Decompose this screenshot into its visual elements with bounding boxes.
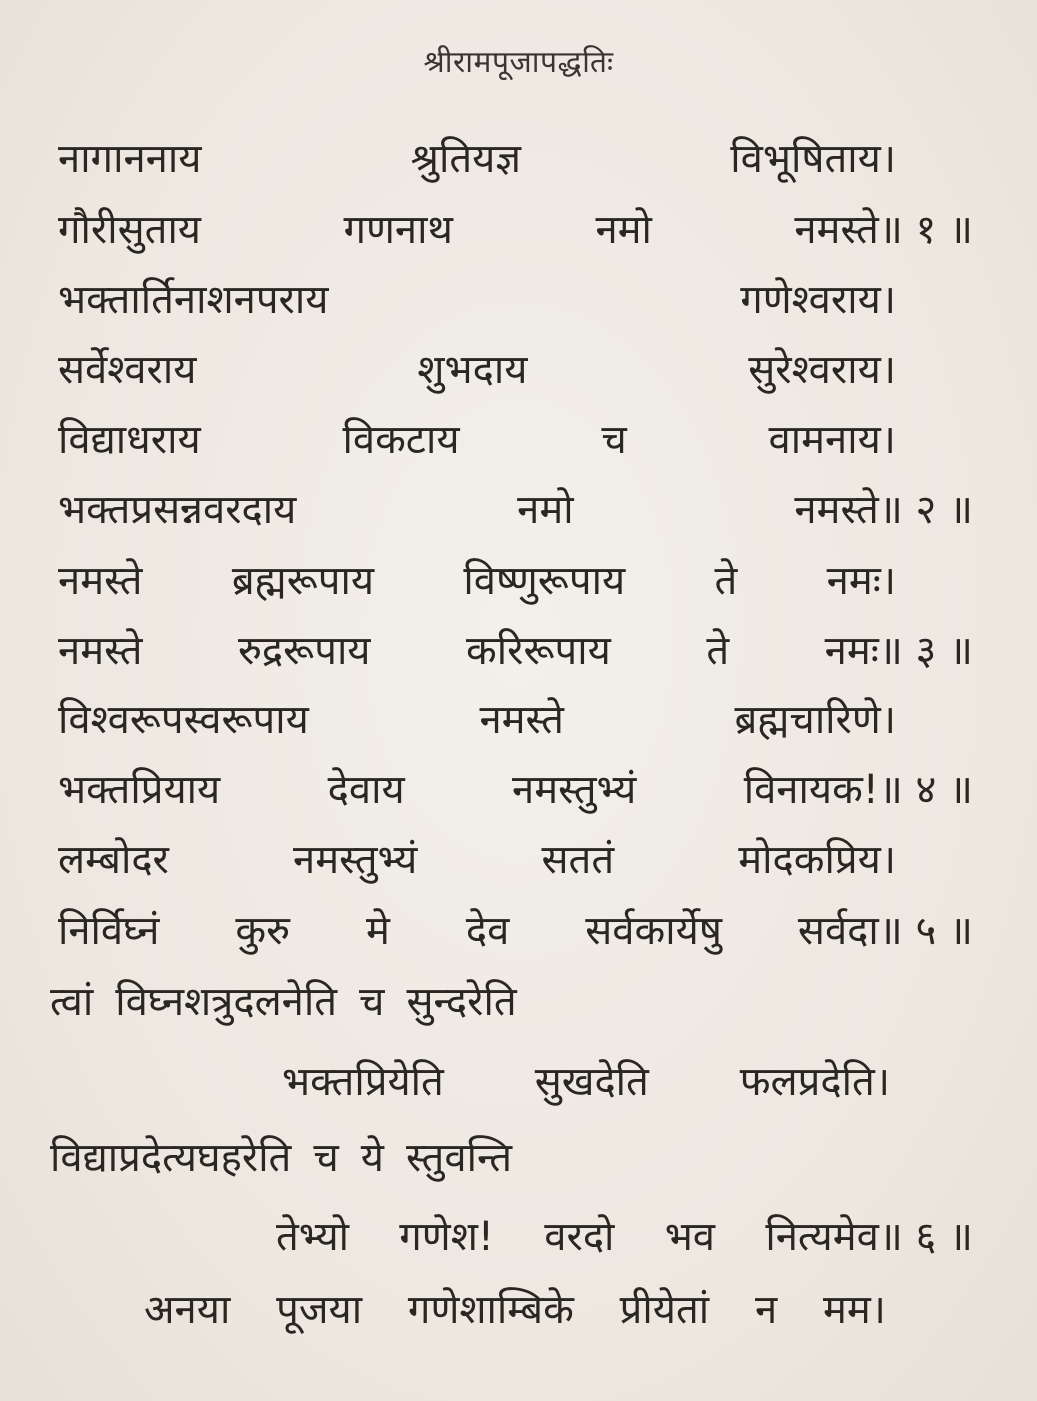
verse-word: नमो — [517, 487, 574, 533]
verse-word: विकटाय — [342, 417, 460, 463]
verse-line-4 — [58, 342, 896, 398]
verse-line-12 — [58, 903, 973, 959]
verse-word: सर्वकार्येषु — [585, 908, 722, 954]
verse-line-9 — [58, 692, 896, 748]
verse-word: ब्रह्मरूपाय — [231, 558, 375, 604]
verse-word: सर्वदा॥ ५ ॥ — [797, 908, 973, 954]
verse-line-11 — [58, 832, 896, 888]
verse-word: नमस्तुभ्यं — [293, 837, 418, 883]
verse-word: मोदकप्रिय। — [738, 837, 896, 883]
verse-word: सुरेश्वराय। — [748, 347, 896, 393]
verse-word: नागाननाय — [58, 136, 202, 182]
verse-word: वामनाय। — [768, 417, 896, 463]
verse-word: नमस्ते — [479, 697, 564, 743]
verse-word: ब्रह्मचारिणे। — [734, 697, 896, 743]
stanza6-line-3 — [50, 1130, 512, 1186]
verse-word: नमस्ते — [58, 628, 143, 674]
verse-word: नमस्ते॥ १ ॥ — [794, 207, 973, 253]
verse-word: मे — [365, 908, 390, 954]
verse-word: विद्याधराय — [58, 417, 201, 463]
verse-word: नित्यमेव॥ ६ ॥ — [765, 1214, 973, 1260]
verse-line-5 — [58, 412, 896, 468]
verse-word: तेभ्यो — [276, 1214, 349, 1260]
stanza6-line-4 — [276, 1209, 973, 1265]
verse-word: सततं — [541, 837, 615, 883]
verse-line-2 — [58, 202, 973, 258]
closing-word: अनया — [144, 1287, 231, 1333]
verse-word: श्रुतियज्ञ — [410, 136, 521, 182]
verse-word: शुभदाय — [417, 347, 528, 393]
verse-line-10 — [58, 762, 973, 818]
closing-word: गणेशाम्बिके — [407, 1287, 574, 1333]
verse-word: नमः॥ ३ ॥ — [824, 628, 973, 674]
verse-word: भक्तार्तिनाशनपराय — [58, 277, 329, 323]
verse-word: विद्याप्रदेत्यघहरेति — [50, 1135, 292, 1181]
verse-line-7 — [58, 553, 896, 609]
verse-word: देव — [465, 908, 510, 954]
verse-word: कुरु — [235, 908, 290, 954]
verse-word: नमः। — [826, 558, 896, 604]
verse-word: सुखदेति — [534, 1059, 649, 1105]
verse-line-3 — [58, 272, 896, 328]
verse-word: स्तुवन्ति — [405, 1135, 513, 1181]
verse-word: भव — [664, 1214, 716, 1260]
verse-word: भक्तप्रियेति — [282, 1059, 444, 1105]
verse-line-6 — [58, 482, 973, 538]
verse-word: विघ्नशत्रुदलनेति — [115, 979, 338, 1025]
closing-line — [144, 1282, 886, 1338]
closing-word: मम। — [822, 1287, 886, 1333]
verse-word: च — [313, 1135, 339, 1181]
verse-word: रुद्ररूपाय — [237, 628, 371, 674]
verse-word: गणेश्वराय। — [740, 277, 896, 323]
verse-word: फलप्रदेति। — [739, 1059, 890, 1105]
verse-word: विभूषिताय। — [730, 136, 896, 182]
verse-line-8 — [58, 623, 973, 679]
verse-word: नमस्ते — [58, 558, 143, 604]
verse-word: सर्वेश्वराय — [58, 347, 197, 393]
verse-word: ते — [706, 628, 730, 674]
verse-word: विनायक!॥ ४ ॥ — [743, 767, 973, 813]
verse-word: विश्वरूपस्वरूपाय — [58, 697, 309, 743]
verse-word: त्वां — [50, 979, 94, 1025]
verse-word: लम्बोदर — [58, 837, 169, 883]
verse-word: भक्तप्रसन्नवरदाय — [58, 487, 297, 533]
verse-word: गणनाथ — [343, 207, 453, 253]
verse-word: गौरीसुताय — [58, 207, 201, 253]
verse-word: निर्विघ्नं — [58, 908, 160, 954]
verse-word: नमो — [595, 207, 652, 253]
verse-line-1 — [58, 131, 896, 187]
verse-word: वरदो — [544, 1214, 615, 1260]
verse-word: ये — [360, 1135, 384, 1181]
verse-word: भक्तप्रियाय — [58, 767, 221, 813]
stanza6-line-2 — [282, 1054, 890, 1110]
verse-word: नमस्तुभ्यं — [512, 767, 637, 813]
verse-word: च — [359, 979, 385, 1025]
closing-word: पूजया — [276, 1287, 363, 1333]
verse-word: गणेश! — [399, 1214, 494, 1260]
verse-word: च — [601, 417, 627, 463]
closing-word: न — [754, 1287, 778, 1333]
verse-word: देवाय — [327, 767, 405, 813]
verse-word: विष्णुरूपाय — [463, 558, 626, 604]
closing-word: प्रीयेतां — [619, 1287, 710, 1333]
verse-word: करिरूपाय — [466, 628, 611, 674]
page-header: श्रीरामपूजापद्धतिः — [423, 45, 614, 80]
stanza6-line-1 — [50, 974, 517, 1030]
verse-word: सुन्दरेति — [406, 979, 517, 1025]
verse-word: ते — [714, 558, 738, 604]
verse-word: नमस्ते॥ २ ॥ — [794, 487, 973, 533]
